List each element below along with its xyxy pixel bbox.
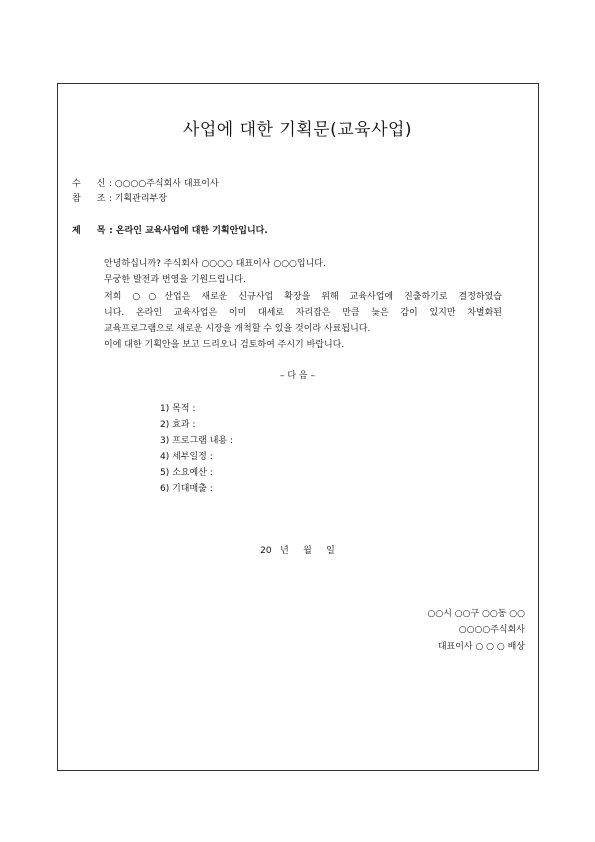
recipient-label: 수 신 <box>72 179 106 189</box>
body-line: 저희 ○○산업은 새로운 신규사업 확장을 위해 교육사업에 진출하기로 결정하였습 <box>104 292 502 302</box>
sender-address: ○○시 ○○구 ○○동 ○○ <box>427 609 525 619</box>
list-item: 6) 기대매출 : <box>160 484 213 494</box>
list-item: 1) 목적 : <box>160 404 196 414</box>
body-line: 안녕하십니까? 주식회사 ○○○○ 대표이사 ○○○입니다. <box>104 259 326 269</box>
recipient-row <box>72 177 219 191</box>
document-title: 사업에 대한 기획문(교육사업) <box>182 120 413 140</box>
body-line: 이에 대한 기획안을 보고 드리오니 검토하여 주시기 바랍니다. <box>104 340 345 350</box>
recipient-value: : ○○○○주식회사 대표이사 <box>108 179 219 189</box>
body-line: 무궁한 발전과 번영을 기원드립니다. <box>104 275 246 285</box>
subject-row <box>72 224 268 238</box>
list-item: 4) 세부일정 : <box>160 452 213 462</box>
reference-label: 참 조 <box>72 194 106 204</box>
list-item: 3) 프로그램 내용 : <box>160 436 234 446</box>
list-item: 5) 소요예산 : <box>160 468 213 478</box>
reference-row <box>72 192 167 206</box>
body-line: 니다. 온라인 교육사업은 이미 대세로 자리잡은 만큼 늦은 감이 있지만 차별화된 <box>104 308 502 318</box>
document-date: 20 년 월 일 <box>260 546 335 556</box>
sender-signature: 대표이사 ○ ○ ○ 배상 <box>437 642 525 652</box>
subject-label: 제 목 <box>72 226 106 236</box>
body-line: 교육프로그램으로 새로운 시장을 개척할 수 있을 것이라 사료됩니다. <box>104 324 371 334</box>
subject-value: : 온라인 교육사업에 대한 기획안입니다. <box>109 226 268 236</box>
sender-company: ○○○○주식회사 <box>458 625 525 635</box>
reference-value: : 기획관리부장 <box>108 194 167 204</box>
list-item: 2) 효과 : <box>160 420 196 430</box>
following-marker: – 다 음 – <box>280 371 315 381</box>
